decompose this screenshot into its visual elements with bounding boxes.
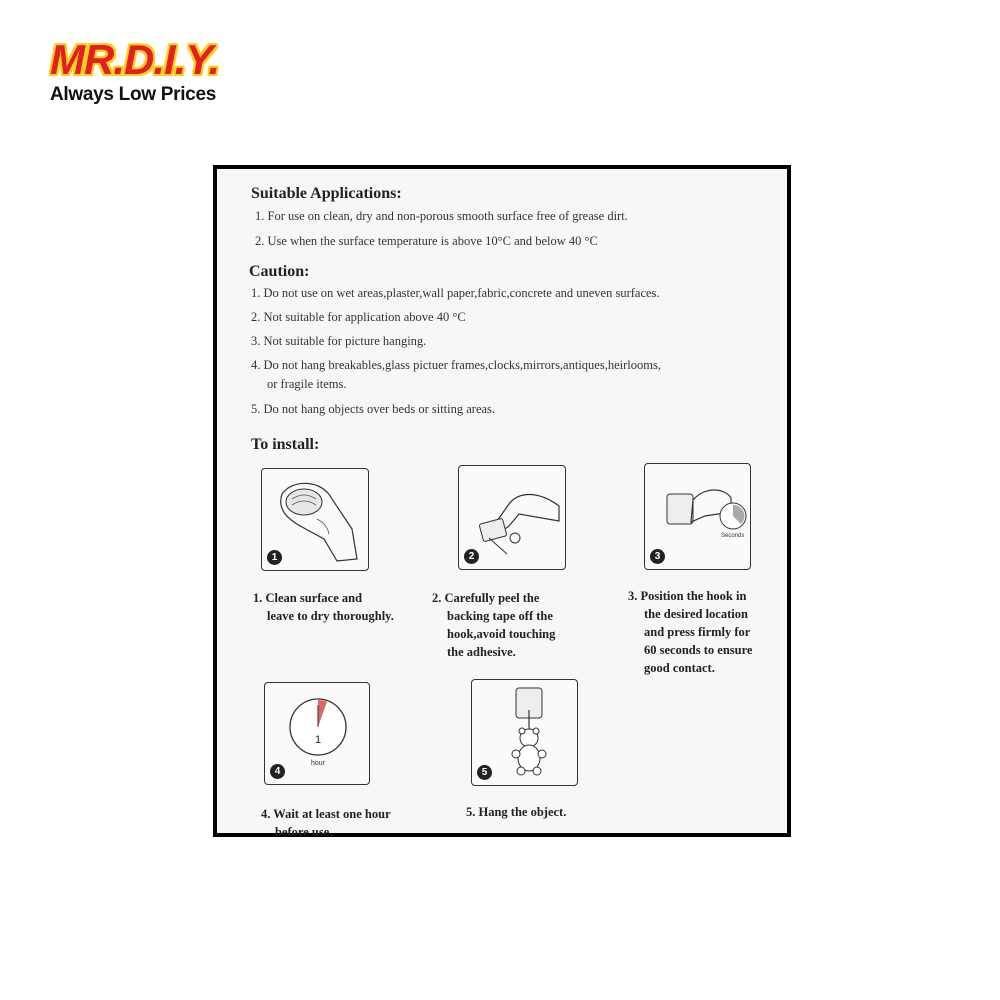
suitable-heading: Suitable Applications: — [251, 185, 402, 202]
caution-item: 3. Not suitable for picture hanging. — [251, 334, 427, 348]
step-4-label — [261, 805, 391, 841]
step-3-line: good contact. — [644, 661, 715, 675]
step-1-panel — [261, 468, 369, 571]
step-5-badge: 5 — [477, 765, 492, 780]
step-4-line: 4. Wait at least one hour — [261, 807, 391, 821]
brand-logo — [50, 38, 280, 108]
logo-wordmark: MR.D.I.Y. — [50, 36, 220, 83]
caution-item: 5. Do not hang objects over beds or sitting areas. — [251, 402, 496, 416]
clock-number: 1 — [315, 734, 322, 746]
install-heading: To install: — [251, 436, 320, 453]
seconds-label: Seconds — [721, 533, 745, 539]
step-3-badge: 3 — [650, 549, 665, 564]
caution-item: 4. Do not hang breakables,glass pictuer frames,clocks,mirrors,antiques,heirlooms, — [251, 358, 661, 372]
step-1-line: leave to dry thoroughly. — [267, 609, 394, 623]
step-3-panel — [644, 463, 751, 570]
step-3-line: 60 seconds to ensure — [644, 643, 753, 657]
caution-heading: Caution: — [249, 263, 310, 280]
hour-label: hour — [311, 760, 326, 767]
step-2-badge: 2 — [464, 549, 479, 564]
step-2-line: 2. Carefully peel the — [432, 591, 540, 605]
step-3-line: the desired location — [644, 607, 748, 621]
step-4-panel — [264, 682, 370, 785]
step-5-panel — [471, 679, 578, 786]
instruction-sheet — [213, 165, 791, 837]
step-1-badge: 1 — [267, 550, 282, 565]
logo-tagline: Always Low Prices — [50, 84, 216, 105]
caution-item: 2. Not suitable for application above 40 °C — [251, 310, 466, 324]
step-5-line: 5. Hang the object. — [466, 805, 567, 819]
suitable-item: 2. Use when the surface temperature is above 10°C and below 40 °C — [255, 234, 598, 248]
step-3-label — [628, 587, 752, 677]
suitable-item: 1. For use on clean, dry and non-porous smooth surface free of grease dirt. — [255, 209, 628, 223]
step-2-panel — [458, 465, 566, 570]
step-4-line: before use. — [275, 825, 333, 839]
caution-item: or fragile items. — [267, 377, 347, 391]
step-2-line: hook,avoid touching — [447, 627, 556, 641]
step-5-label — [466, 803, 566, 821]
step-3-line: 3. Position the hook in — [628, 589, 747, 603]
step-1-line: 1. Clean surface and — [253, 591, 363, 605]
step-1-label — [253, 589, 394, 625]
step-2-line: the adhesive. — [447, 645, 516, 659]
step-2-label — [432, 589, 555, 661]
step-2-line: backing tape off the — [447, 609, 553, 623]
step-4-badge: 4 — [270, 764, 285, 779]
step-3-line: and press firmly for — [644, 625, 751, 639]
caution-item: 1. Do not use on wet areas,plaster,wall paper,fabric,concrete and uneven surfaces. — [251, 286, 660, 300]
